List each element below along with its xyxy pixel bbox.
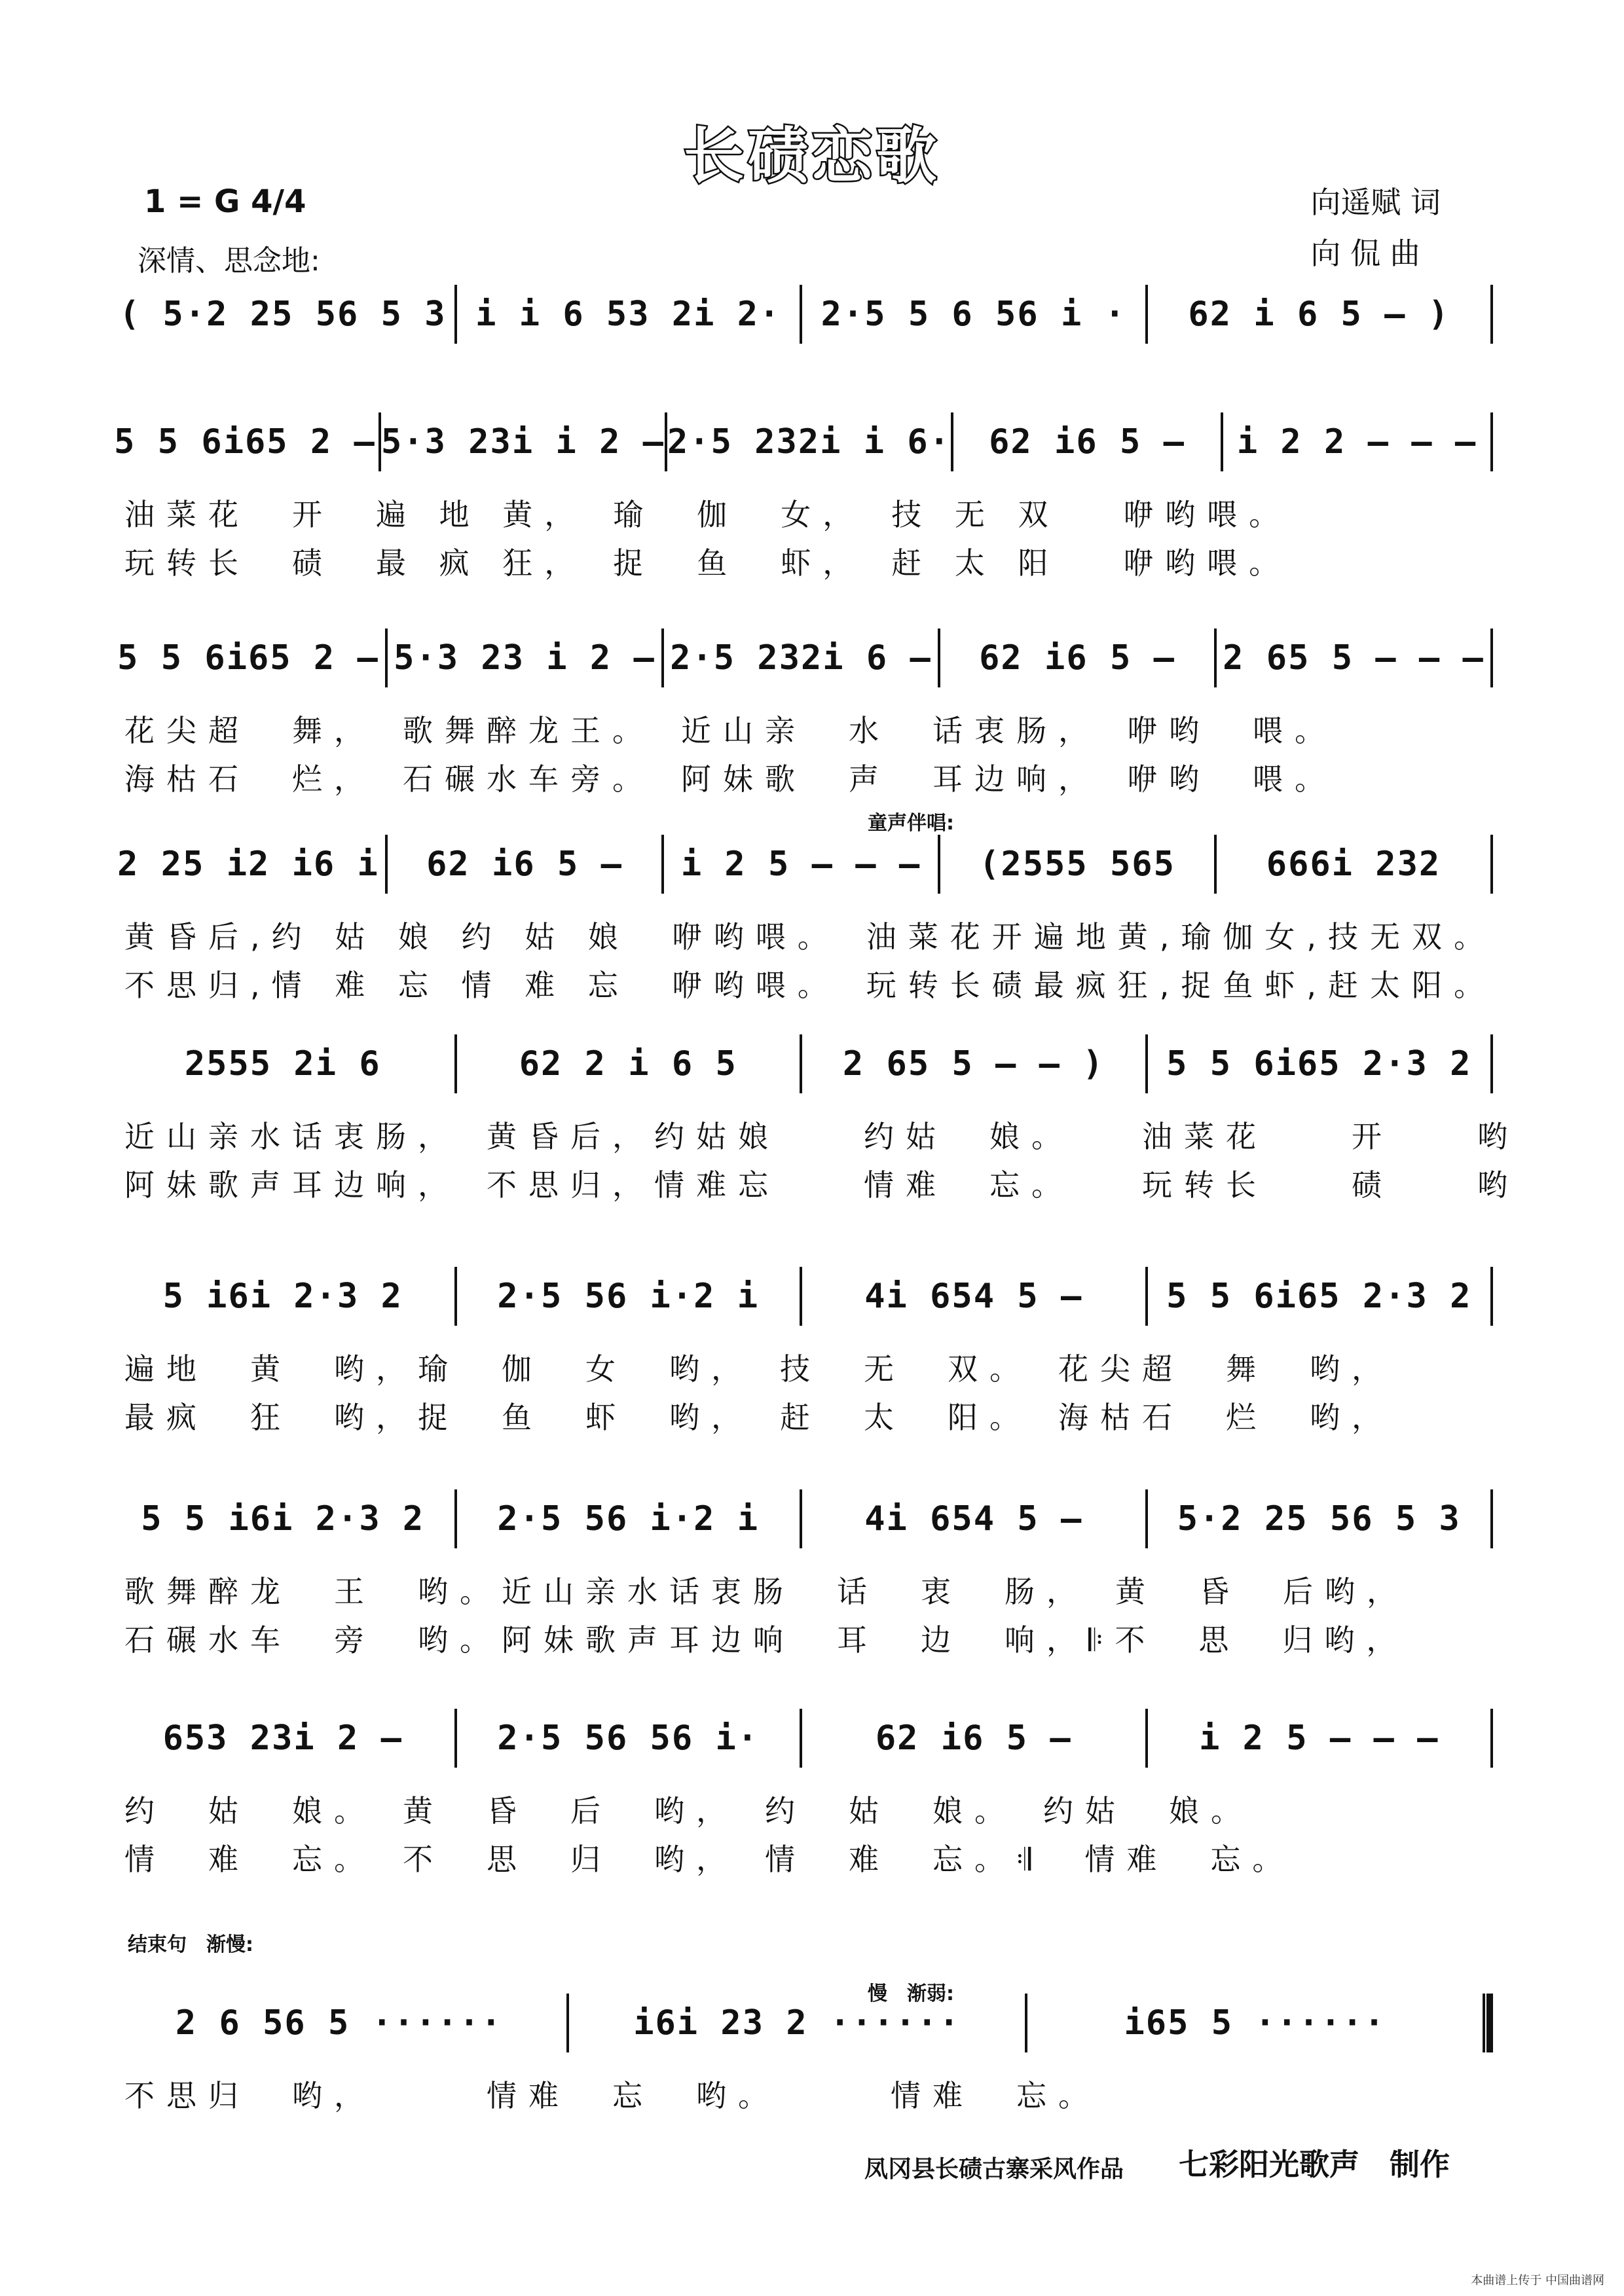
lyric-line: 石碾水车 旁 哟。阿妹歌声耳边响 耳 边 响，𝄆不 思 归哟， [124,1622,1409,1658]
measure: 653 23i 2 – [162,1719,403,1758]
notation-line [111,1028,1493,1100]
measure: 2555 2i 6 [184,1044,381,1084]
notation-line [111,1987,1493,2059]
notation-line [111,406,1493,478]
measure: 2·5 56 56 i· [497,1719,760,1758]
measure: 5·3 23 i 2 – [394,638,655,678]
notation-line [111,1702,1493,1774]
measure: 5 5 6i65 2·3 2 [1166,1044,1472,1084]
lyric-line: 阿妹歌声耳边响， 不思归，情难忘 情难 忘。 玩转长 碛 哟 [124,1167,1519,1203]
lyric-line: 歌舞醉龙 王 哟。近山亲水话衷肠 话 衷 肠， 黄 昏 后哟， [124,1574,1409,1609]
score-system [111,1702,1493,1884]
measure: 5 5 i6i 2·3 2 [141,1499,425,1539]
lyric-line: 黄昏后,约 姑 娘 约 姑 娘 咿哟喂。 油菜花开遍地黄,瑜伽女,技无双。 [124,919,1496,955]
lyric-line: 海枯石 烂， 石碾水车旁。 阿妹歌 声 耳边响， 咿哟 喂。 [124,761,1337,797]
measure: 2·5 56 i·2 i [497,1499,760,1539]
bar-line [1490,1709,1493,1768]
notation-line [111,622,1493,694]
bar-line [1490,412,1493,471]
measure: i6i 23 2 ······ [633,2003,961,2043]
measure: i 2 5 – – – [680,845,921,884]
bar-line [1490,629,1493,687]
notation-line [111,278,1493,350]
bar-line [1490,1489,1493,1548]
measure: 2 6 56 5 ······ [175,2003,503,2043]
measure: 62 i6 5 – [426,845,623,884]
upload-note: 本曲谱上传于 中国曲谱网 [1471,2274,1604,2287]
measure: i65 5 ······ [1124,2003,1386,2043]
score-system [111,828,1496,1010]
credits [1310,177,1441,279]
notation-line [111,1483,1493,1555]
score-system [111,278,1493,350]
notation-line [111,828,1493,900]
measure: 5 5 6i65 2 – [117,638,379,678]
composer: 向 侃 曲 [1310,236,1420,271]
measure: (2555 565 [979,845,1175,884]
measure: 62 i6 5 – [875,1719,1072,1758]
score-system [111,406,1493,588]
lyric-line: 约 姑 娘。 黄 昏 后 哟， 约 姑 娘。 约姑 娘。 [124,1793,1253,1829]
score-system [111,1028,1519,1210]
measure: 5 5 6i65 2·3 2 [1166,1277,1472,1316]
bar-line [1490,835,1493,894]
lyric-line: 遍地 黄 哟，瑜 伽 女 哟， 技 无 双。 花尖超 舞 哟， [124,1351,1393,1387]
lyric-line: 不思归 哟， 情难 忘 哟。 情难 忘。 [124,2078,1100,2113]
ending-label: 结束句 渐慢: [128,1933,253,1956]
score-system [111,1483,1493,1665]
measure: 2 25 i2 i6 i [117,845,379,884]
measure: 5·2 25 56 5 3 [1177,1499,1461,1539]
notation-line [111,1260,1493,1332]
measure: 2·5 232i 6 – [670,638,932,678]
lyric-line: 情 难 忘。 不 思 归 哟， 情 难 忘。𝄇 情难 忘。 [124,1842,1295,1877]
measure: i 2 2 – – – [1236,422,1477,462]
score-system [111,1987,1493,2121]
measure: ( 5·2 25 56 5 3 [119,295,447,334]
measure: 2·5 56 i·2 i [497,1277,760,1316]
lyric-line: 不思归,情 难 忘 情 难 忘 咿哟喂。 玩转长碛最疯狂,捉鱼虾,赶太阳。 [124,968,1496,1003]
measure: i 2 5 – – – [1199,1719,1439,1758]
lyric-line: 花尖超 舞， 歌舞醉龙王。 近山亲 水 话衷肠， 咿哟 喂。 [124,713,1337,748]
measure: 62 i6 5 – [989,422,1185,462]
measure: 5·3 23i i 2 – [381,422,665,462]
measure: 2·5 5 6 56 i · [821,295,1126,334]
lyric-line: 最疯 狂 哟，捉 鱼 虾 哟， 赶 太 阳。 海枯石 烂 哟， [124,1400,1393,1435]
measure: 4i 654 5 – [864,1277,1083,1316]
measure: 2 65 5 – – ) [842,1044,1105,1084]
footer-producer: 七彩阳光歌声 制作 [1179,2147,1450,2182]
score-system [111,622,1493,804]
bar-line [1490,1267,1493,1326]
measure: 2 65 5 – – – [1223,638,1485,678]
measure: 5 5 6i65 2 – [114,422,376,462]
measure: 666i 232 [1266,845,1441,884]
footer-source: 凤冈县长碛古寨采风作品 [864,2156,1124,2183]
lyricist: 向遥赋 词 [1310,185,1441,220]
bar-line [1490,1034,1493,1093]
lyric-line: 近山亲水话衷肠， 黄昏后，约姑娘 约姑 娘。 油菜花 开 哟 [124,1119,1519,1154]
lyric-line: 油菜花 开 遍 地 黄， 瑜 伽 女， 技 无 双 咿哟喂。 [124,497,1291,532]
measure: 2·5 232i i 6· [667,422,951,462]
key-meter: 1 = G 4/4 [144,183,306,220]
measure: i i 6 53 2i 2· [475,295,781,334]
measure: 62 2 i 6 5 [519,1044,737,1084]
measure: 62 i 6 5 – ) [1188,295,1450,334]
bar-line [1490,285,1493,344]
measure: 62 i6 5 – [979,638,1175,678]
measure: 4i 654 5 – [864,1499,1083,1539]
bar-line [1483,1994,1493,2052]
children-chorus-label: 童声伴唱: [868,812,954,835]
song-title: 长碛恋歌 [683,121,940,191]
slow-fade-label: 慢 渐弱: [868,1982,954,2005]
lyric-line: 玩转长 碛 最 疯 狂， 捉 鱼 虾， 赶 太 阳 咿哟喂。 [124,545,1291,581]
tempo-marking: 深情、思念地: [138,244,320,278]
measure: 5 i6i 2·3 2 [162,1277,403,1316]
score-system [111,1260,1493,1442]
